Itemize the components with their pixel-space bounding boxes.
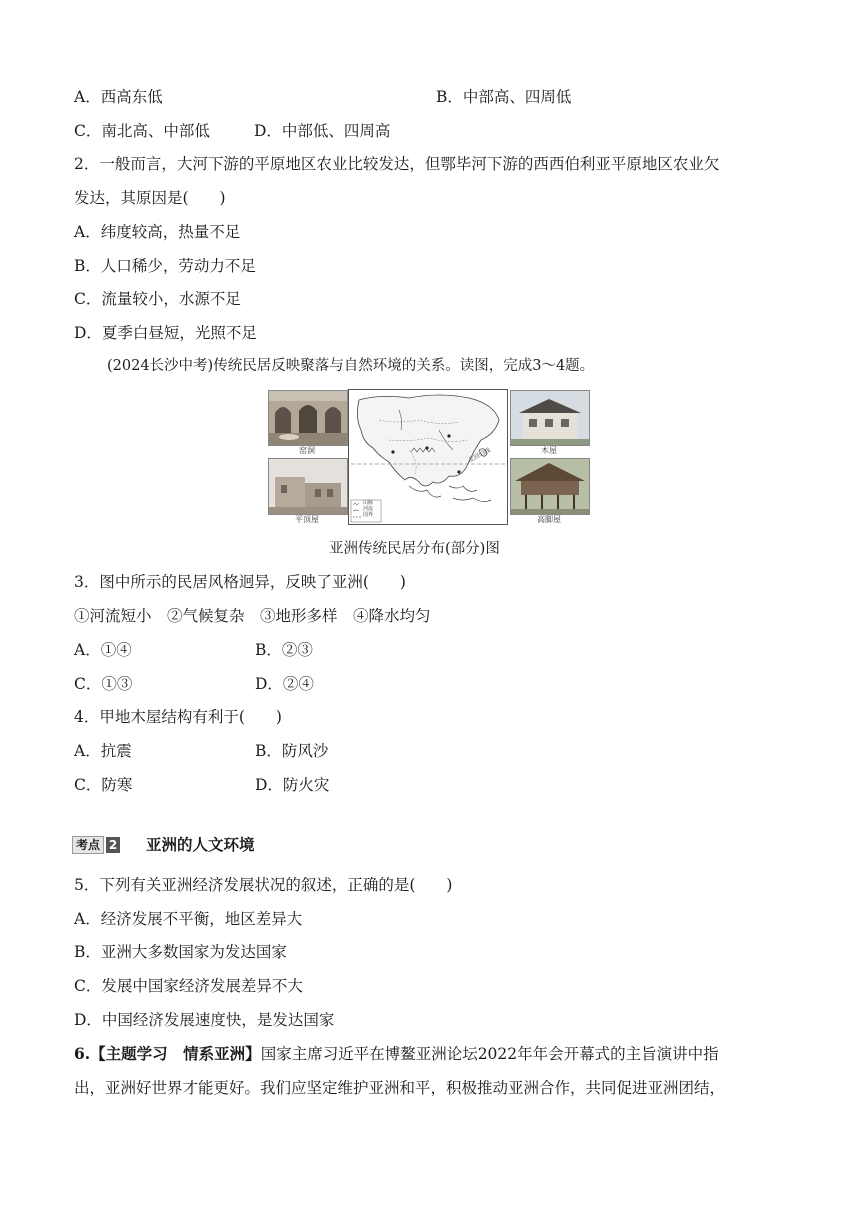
legend-river: 河流 xyxy=(363,506,374,512)
label-pingdingwu: 平顶屋 xyxy=(295,515,319,524)
q6-theme-tag: 6.【主题学习 情系亚洲】 xyxy=(74,1044,261,1063)
q6-line1-text: 国家主席习近平在博鳌亚洲论坛2022年年会开幕式的主旨演讲中指 xyxy=(260,1045,719,1063)
intro-3-4: (2024长沙中考)传统民居反映聚落与自然环境的关系。读图，完成3～4题。 xyxy=(107,358,595,374)
q4-option-d: D．防火灾 xyxy=(255,776,330,794)
photo-muwu xyxy=(510,390,590,446)
q1-option-d: D．中部低、四周高 xyxy=(254,122,391,140)
legend-mountain: 山脉 xyxy=(363,500,374,506)
q2-option-a: A．纬度较高，热量不足 xyxy=(74,223,241,241)
q5-stem: 5．下列有关亚洲经济发展状况的叙述，正确的是( ) xyxy=(74,876,453,894)
q4-stem: 4．甲地木屋结构有利于( ) xyxy=(74,708,282,726)
q4-option-a: A．抗震 xyxy=(74,742,132,760)
legend-border: 国界 xyxy=(363,512,374,518)
q3-option-c: C．①③ xyxy=(74,675,133,693)
section-badge-label: 考点 xyxy=(72,836,104,854)
q5-option-a: A．经济发展不平衡，地区差异大 xyxy=(74,910,303,928)
label-yaodong: 窑洞 xyxy=(299,446,315,455)
q4-option-c: C．防寒 xyxy=(74,776,133,794)
figure-caption: 亚洲传统民居分布(部分)图 xyxy=(329,541,500,557)
section-badge-number: 2 xyxy=(106,837,120,853)
q6-line1 xyxy=(74,1043,719,1065)
q2-stem-line2: 发达，其原因是( ) xyxy=(74,189,226,207)
q2-stem-line1: 2．一般而言，大河下游的平原地区农业比较发达，但鄂毕河下游的西西伯利亚平原地区农业欠 xyxy=(74,155,720,173)
q5-option-c: C．发展中国家经济发展差异不大 xyxy=(74,977,303,995)
photo-pingdingwu xyxy=(268,458,348,515)
q3-stem: 3．图中所示的民居风格迥异，反映了亚洲( ) xyxy=(74,573,406,591)
label-muwu: 木屋 xyxy=(541,446,557,455)
q1-option-a: A．西高东低 xyxy=(74,88,163,106)
map-tropic-label: 北回归线 xyxy=(467,446,492,465)
section-title: 亚洲的人文环境 xyxy=(146,836,255,854)
q3-items: ①河流短小 ②气候复杂 ③地形多样 ④降水均匀 xyxy=(74,607,431,625)
q4-option-b: B．防风沙 xyxy=(255,742,329,760)
q2-option-b: B．人口稀少，劳动力不足 xyxy=(74,257,256,275)
q6-line2: 出，亚洲好世界才能更好。我们应坚定维护亚洲和平，积极推动亚洲合作，共同促进亚洲团结， xyxy=(74,1079,726,1097)
q3-option-b: B．②③ xyxy=(255,641,313,659)
q2-option-c: C．流量较小，水源不足 xyxy=(74,290,241,308)
figure-asia-houses xyxy=(268,389,590,525)
q1-option-b: B．中部高、四周低 xyxy=(436,88,572,106)
section-badge xyxy=(72,836,120,854)
q5-option-b: B．亚洲大多数国家为发达国家 xyxy=(74,943,287,961)
q3-option-a: A．①④ xyxy=(74,641,132,659)
q5-option-d: D．中国经济发展速度快，是发达国家 xyxy=(74,1011,335,1029)
q2-option-d: D．夏季白昼短，光照不足 xyxy=(74,324,257,342)
label-gaojiaowu: 高脚屋 xyxy=(537,515,561,524)
photo-yaodong xyxy=(268,390,348,446)
q3-option-d: D．②④ xyxy=(255,675,314,693)
q1-option-c: C．南北高、中部低 xyxy=(74,122,210,140)
asia-map xyxy=(348,389,508,525)
photo-gaojiaowu xyxy=(510,458,590,515)
